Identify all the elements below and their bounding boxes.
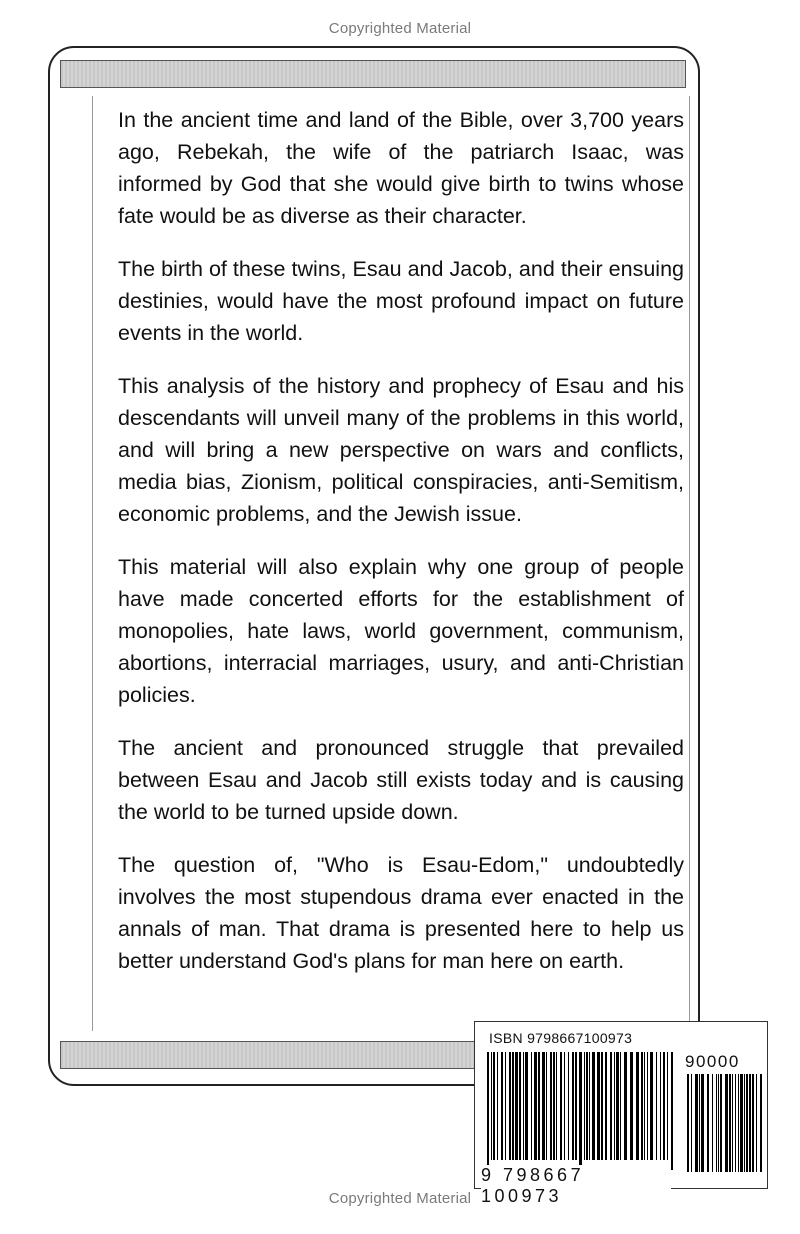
blurb-text	[118, 104, 684, 998]
isbn-label: ISBN 9798667100973	[489, 1030, 633, 1046]
paragraph-1: In the ancient time and land of the Bible, over 3,700 years ago, Rebekah, the wife of the patriarch Isaac, was informed by God that she would give birth to twins whose fate would be as diverse as their character.	[118, 108, 684, 228]
paragraph-3: This analysis of the history and prophecy of Esau and his descendants will unveil many of the problems in this world, and will bring a new perspective on wars and conflicts, media bias, Zionism, political conspiracies, anti-Semitism, economic problems, and the Jewish issue.	[118, 374, 684, 526]
price-code: 90000	[685, 1052, 740, 1071]
decorative-band-top	[60, 60, 686, 88]
paragraph-5: The ancient and pronounced struggle that prevailed between Esau and Jacob still exists today and is causing the world to be turned upside down.	[118, 736, 684, 824]
copyright-notice-top: Copyrighted Material	[328, 20, 472, 37]
paragraph-2: The birth of these twins, Esau and Jacob, and their ensuing destinies, would have the most profound impact on future events in the world.	[118, 257, 684, 345]
barcode-digits: 9 798667 100973	[481, 1165, 671, 1207]
paragraph-4: This material will also explain why one group of people have made concerted efforts for the establishment of monopolies, hate laws, world government, communism, abortions, interracial marriages, usury, and anti-Christian policies.	[118, 555, 684, 707]
isbn-barcode	[474, 1021, 768, 1206]
paragraph-6: The question of, "Who is Esau-Edom," undoubtedly involves the most stupendous drama ever enacted in the annals of man. That drama is presented here to help us better understand God's plans for man here on earth.	[118, 853, 684, 973]
copyright-notice-bottom: Copyrighted Material	[328, 1190, 472, 1207]
